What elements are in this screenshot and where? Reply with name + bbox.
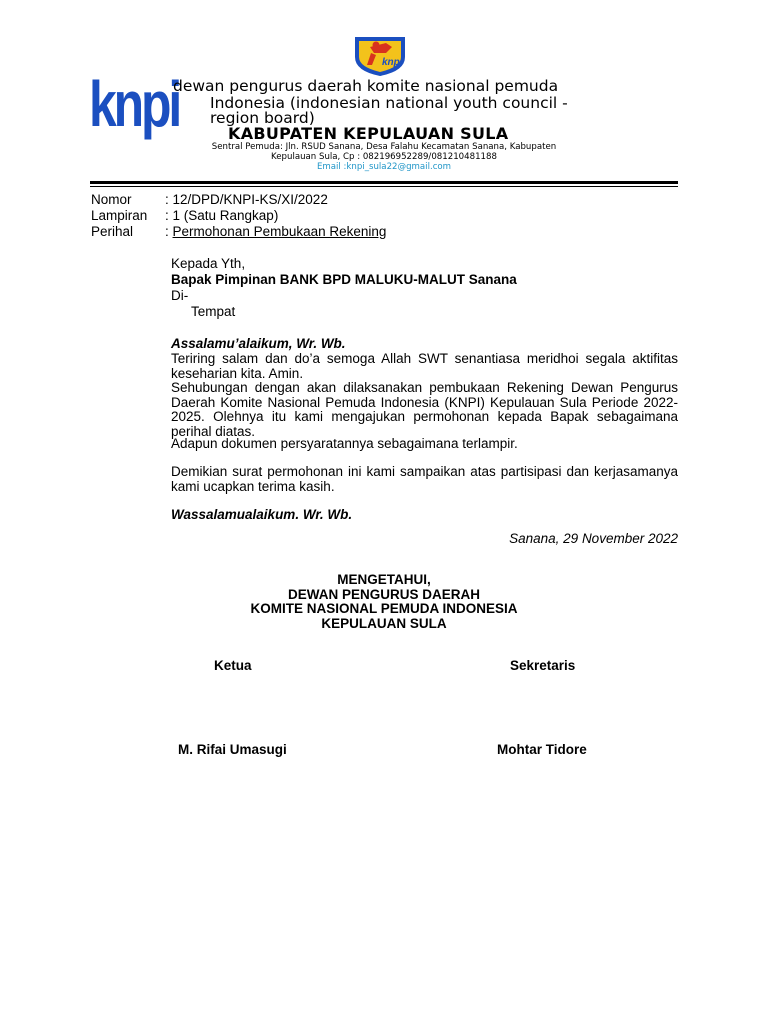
greeting: Assalamu’alaikum, Wr. Wb. bbox=[171, 336, 346, 351]
header-rule-thick bbox=[90, 181, 678, 184]
recipient-line-4: Tempat bbox=[191, 304, 236, 319]
perihal-colon: : bbox=[165, 224, 169, 239]
org-line-2: Indonesia (indonesian national youth council - bbox=[210, 94, 568, 112]
sign-heading-3: KOMITE NASIONAL PEMUDA INDONESIA bbox=[250, 601, 518, 616]
lampiran-value: : 1 (Satu Rangkap) bbox=[165, 208, 279, 223]
paragraph-2: Sehubungan dengan akan dilaksanakan pembukaan Rekening Dewan Pengurus Daerah Komite Nasional Pemuda Indonesia (KNPI) Kepulauan Sula Periode 2022-2025. Olehnya itu kami mengajukan permohonan kepada Bapak sebagaimana perihal diatas. bbox=[171, 380, 678, 439]
paragraph-3: Adapun dokumen persyaratannya sebagaimana terlampir. bbox=[171, 436, 518, 451]
email-line: Email :knpi_sula22@gmail.com bbox=[316, 162, 452, 172]
org-line-3: region board) bbox=[210, 109, 315, 127]
place-date: Sanana, 29 November 2022 bbox=[509, 531, 678, 546]
address-line-1: Sentral Pemuda: Jln. RSUD Sanana, Desa Falahu Kecamatan Sanana, Kabupaten bbox=[211, 142, 557, 152]
address-line-2: Kepulauan Sula, Cp : 082196952289/081210481188 bbox=[271, 152, 497, 162]
ketua-title: Ketua bbox=[214, 658, 252, 673]
perihal-value: Permohonan Pembukaan Rekening bbox=[172, 224, 387, 239]
nomor-row bbox=[91, 192, 328, 208]
recipient-line-3: Di- bbox=[171, 288, 189, 303]
perihal-label: Perihal bbox=[91, 224, 134, 239]
org-line-1: dewan pengurus daerah komite nasional pemuda bbox=[173, 77, 559, 95]
knpi-logo: knpi bbox=[89, 68, 180, 140]
nomor-label: Nomor bbox=[91, 192, 132, 207]
recipient-line-2: Bapak Pimpinan BANK BPD MALUKU-MALUT Sanana bbox=[171, 272, 517, 287]
sign-heading-4: KEPULAUAN SULA bbox=[321, 616, 447, 631]
sign-heading-1: MENGETAHUI, bbox=[337, 572, 431, 587]
region-title: KABUPATEN KEPULAUAN SULA bbox=[228, 124, 509, 143]
nomor-value: : 12/DPD/KNPI-KS/XI/2022 bbox=[165, 192, 328, 207]
perihal-row bbox=[91, 224, 386, 240]
paragraph-4: Demikian surat permohonan ini kami sampaikan atas partisipasi dan kerjasamanya kami ucapkan terima kasih. bbox=[171, 464, 678, 494]
ketua-name: M. Rifai Umasugi bbox=[178, 742, 287, 757]
paragraph-1: Teriring salam dan do’a semoga Allah SWT senantiasa meridhoi segala aktifitas keseharian kita. Amin. bbox=[171, 351, 678, 381]
knpi-emblem bbox=[352, 35, 408, 77]
sign-heading-2: DEWAN PENGURUS DAERAH bbox=[287, 587, 480, 602]
recipient-line-1: Kepada Yth, bbox=[171, 256, 246, 271]
closing: Wassalamualaikum. Wr. Wb. bbox=[171, 507, 353, 522]
header-rule-thin bbox=[90, 186, 678, 187]
sekretaris-title: Sekretaris bbox=[510, 658, 576, 673]
lampiran-label: Lampiran bbox=[91, 208, 148, 223]
emblem-text: knpi bbox=[382, 57, 403, 68]
sekretaris-name: Mohtar Tidore bbox=[497, 742, 587, 757]
lampiran-row bbox=[91, 208, 278, 224]
